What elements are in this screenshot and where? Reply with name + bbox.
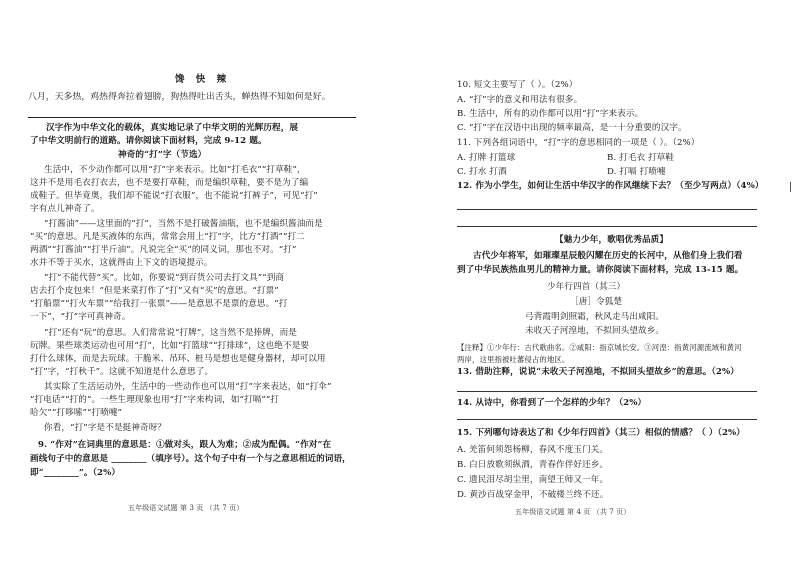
- paragraph-line: “买”的意思。凡是买液体的东西，常常会用上“打”字，比方“打酒”“打二: [30, 232, 305, 242]
- question-11-option-d: D. 打嗝 打喷嚏: [607, 167, 666, 177]
- intro-line-2: 了中华文明前行的道路。请你阅读下面材料，完成 9-12 题。: [30, 136, 267, 146]
- epigraph: 八月，天多热，鸡热得奔拉着翅膀，狗热得吐出舌头，蝉热得不知如何是好。: [28, 92, 331, 102]
- paragraph-line: 哈欠”“打哆嗦”“打喷嚏”: [30, 408, 123, 418]
- question-11: 11. 下列各组词语中，“打”字的意思相同的一项是（ ）。（2%）: [457, 138, 700, 148]
- paragraph-line: 字有点儿神奇了。: [30, 204, 100, 214]
- question-14: 14. 从诗中，你看到了一个怎样的少年？（2%）: [457, 398, 647, 408]
- section-heading: 【魅力少年，歌唱优秀品质】: [555, 235, 669, 245]
- paragraph-line: 其实除了生活运动外，生活中的一些动作也可以用“打”字来表达，如“打伞”: [44, 382, 332, 392]
- question-15-option-b: B. 白日放歌须纵酒，青春作伴好还乡。: [457, 460, 609, 470]
- section-divider: [28, 117, 356, 118]
- question-10: 10. 短文主要写了（ ）。（2%）: [457, 80, 578, 90]
- page-footer: 五年级语文试题 第 4 页 （共 7 页）: [515, 508, 631, 516]
- paragraph-line: 打什么球体，而是去玩球。干脆米、吊环、桩马是想也是健身器材，却可以用: [30, 354, 326, 364]
- intro-line-1: 汉字作为中华文化的载体，真实地记录了中华文明的光辉历程，展: [46, 123, 299, 133]
- section-intro-line-2: 到了中华民族热血男儿的精神力量。请你阅读下面材料，完成 13-15 题。: [457, 265, 744, 275]
- poem-note-continued: 两岸，这里指被吐蕃侵占的地区。: [457, 355, 570, 364]
- paragraph-line: 这并不是用毛衣打衣去，也不是要打草鞋，而是编织草鞋，要不是为了编: [30, 178, 309, 188]
- paragraph-line: 水并不等于买水，这就得由上下文的语境提示。: [30, 258, 213, 268]
- paragraph-line: 一下”，“打”字可真神奇。: [30, 312, 131, 322]
- question-10-option-c: C. “打”字在汉语中出现的频率最高，是一十分重要的汉字。: [457, 123, 687, 133]
- paragraph-line: 你看，“打”字是不是挺神奇呀？: [44, 423, 167, 433]
- page-footer: 五年级语文试题 第 3 页 （共 7 页）: [128, 504, 244, 512]
- paragraph-line: “打”不能代替“买”。比如，你要说“到百货公司去打文具”“到商: [44, 273, 285, 283]
- poem-author: ［唐］令狐楚: [570, 297, 623, 307]
- paragraph-line: “打”还有“玩”的意思。人们常常说“打牌”，这当然不是捧牌，而是: [44, 328, 297, 338]
- paragraph-line: “打电话”“打的”。一些生理现象也用“打”字来构词，如“打嗝”“打: [30, 395, 280, 405]
- question-10-option-a: A. “打”字的意义和用法有很多。: [457, 95, 583, 105]
- question-11-option-c: C. 打水 打酒: [457, 167, 507, 177]
- poem-line: 弓背霞明剑照霜，秋风走马出咸阳。: [525, 312, 665, 322]
- question-11-option-a: A. 打牌 打篮球: [457, 153, 516, 163]
- question-9-line-1: 9. “作对”在词典里的意思是：①做对头，跟人为难；②成为配偶。“作对”在: [38, 440, 332, 450]
- poem-title: 少年行四首（其三）: [547, 282, 626, 292]
- paragraph-line: 店去打个皮包来！”但是来菜打作了“打”又有“买”的意思。“打票”: [30, 286, 279, 296]
- paragraph-line: 生活中，不少动作都可以用“打”字来表示。比如“打毛衣”“打草鞋”，: [44, 165, 306, 175]
- paragraph-line: “打”字，“打秋千”。这就不知道是什么意思了。: [30, 367, 214, 377]
- paragraph-line: 成鞋子。但毕竟奥，我们却不能说“打衣服”，也不能说“打裤子”，可见“打”: [30, 191, 318, 201]
- question-15-option-d: D. 黄沙百战穿金甲，不破楼兰终不还。: [457, 490, 609, 500]
- scan-edge-mark: [790, 182, 791, 192]
- question-15-option-c: C. 遗民泪尽胡尘里，南望王师又一年。: [457, 475, 609, 485]
- right-page: [397, 0, 794, 561]
- question-11-option-b: B. 打毛衣 打草鞋: [607, 153, 675, 163]
- answer-line: [457, 419, 757, 420]
- answer-line: [457, 226, 757, 227]
- answer-line: [457, 209, 757, 210]
- answer-line: [457, 391, 757, 392]
- passage-title: 神奇的“打”字（节选）: [118, 150, 207, 160]
- section-intro-line-1: 古代少年将军，如璀璨星辰般闪耀在历史的长河中，从他们身上我们看: [473, 251, 743, 261]
- paragraph-line: “打船票”“打火车票”“给我打一张票”——是意思不是票的意思。“打: [30, 299, 288, 309]
- question-15-option-a: A. 羌笛何须怨杨柳，春风不度玉门关。: [457, 445, 609, 455]
- paragraph-line: “打酱油”——这里面的“打”，当然不是打破酱油瓶，也不是编织酱油而是: [44, 219, 323, 229]
- question-9-line-2: 画线句子中的意思是 ________（填序号）。这个句子中有一个与之意思相近的词语，: [30, 454, 351, 464]
- poem-note: 【注释】①少年行：古代歌曲名。②咸阳：指京城长安。③河湟：指黄河源流域和黄河: [457, 343, 742, 352]
- question-13: 13. 借助注释，说说“未收天子河湟地，不拟回头望故乡”的意思。（2%）: [457, 367, 739, 377]
- question-15: 15. 下列哪句诗表达了和《少年行四首》（其三）相似的情感？（ ）（2%）: [457, 428, 745, 438]
- paragraph-line: 两酒”“打酱油”“打半斤油”。凡说完全“买”的同义词，那也不对。“打”: [30, 245, 297, 255]
- paragraph-line: 玩牌。果些球类运动也可用“打”，比如“打篮球”“打排球”，这也绝不是要: [30, 341, 310, 351]
- question-10-option-b: B. 生活中，所有的动作都可以用“打”字来表示。: [457, 109, 644, 119]
- poem-line: 未收天子河湟地，不拟回头望故乡。: [525, 326, 665, 336]
- question-9-line-3: 即“________”。（2%）: [30, 468, 121, 478]
- question-12: 12. 作为小学生，如何让生活中华汉字的作风继续下去？（至少写两点）（4%）: [457, 181, 764, 191]
- essay-title: 馋 快 辣: [175, 74, 231, 85]
